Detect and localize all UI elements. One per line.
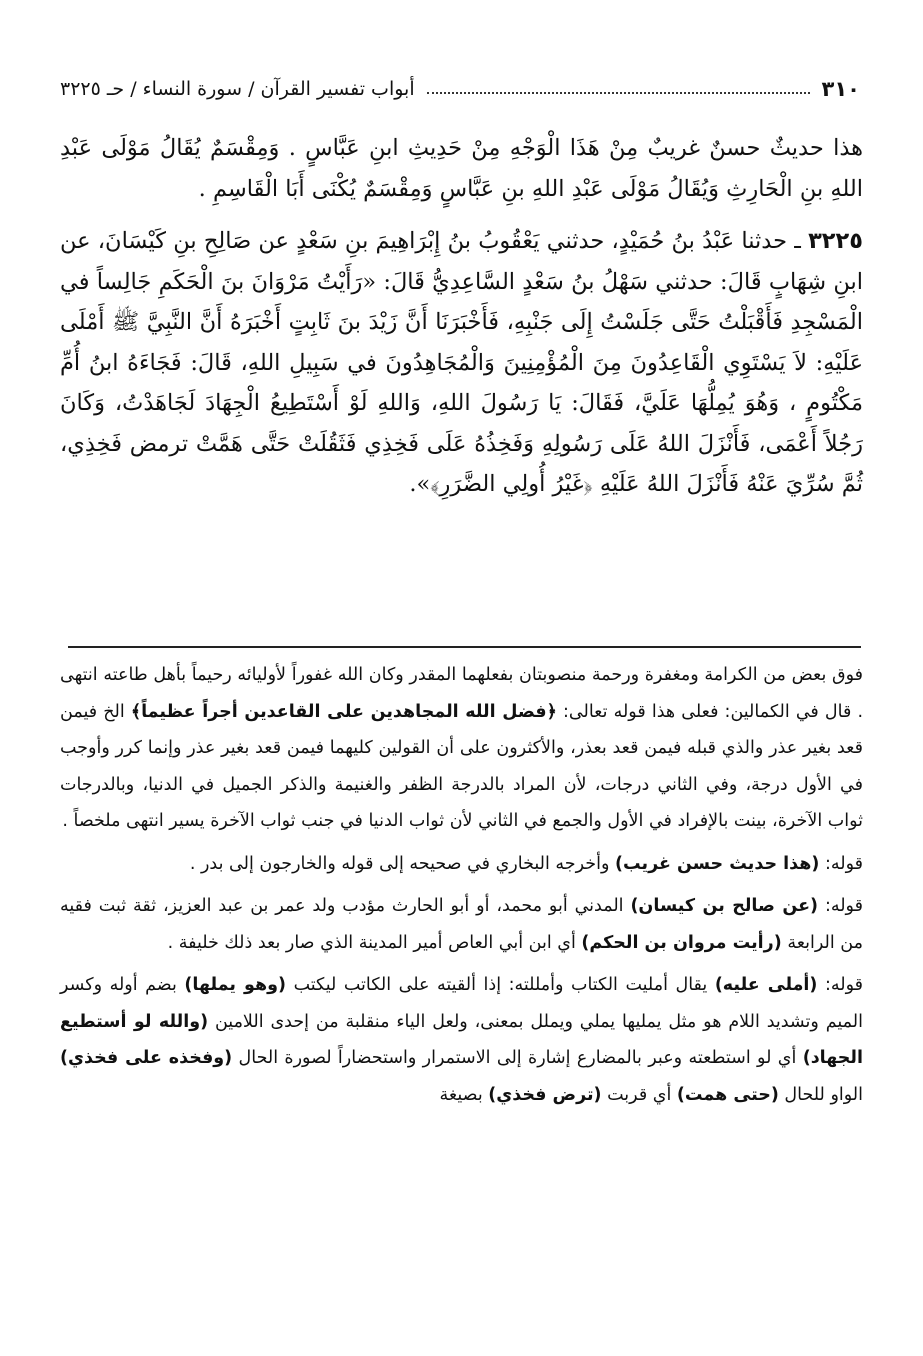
note-quote: (وفخذه على فخذي) [60,1048,233,1068]
note-text: أي لو استطعته وعبر بالمضارع إشارة إلى الاستمرار واستحضاراً لصورة الحال [232,1048,803,1068]
note-text: فوق بعض من الكرامة ومغفرة ورحمة منصوبتان بفعلهما المقدر وكان الله غفوراً لأوليائه رحيماً بأهل طاعته انتهى . قال في الكمالين: فعلى هذا قوله تعالى: [60,665,864,722]
commentary-notes [60,657,863,1119]
note-text: قوله: [819,853,863,874]
note-quote: (رأيت مروان بن الحكم) [581,932,782,953]
note-quote: (ترض فخذي) [488,1084,602,1105]
note-text: وأخرجه البخاري في صحيحه إلى قوله والخارجون إلى بدر . [189,853,615,874]
note-text: يقال أمليت الكتاب وأمللته: إذا ألقيته على الكاتب ليكتب [286,975,715,995]
note-quote: (حتى همت) [676,1084,779,1105]
note-text: بضم أوله وكسر الميم وتشديد اللام هو مثل يمليها يملي ويملل بمعنى، ولعل الياء منقلبة من إحدى اللامين [60,975,863,1032]
note-quote: (والله لو أستطيع الجهاد) [60,1011,863,1068]
main-paragraph-1: هذا حديثٌ حسنٌ غريبٌ مِنْ هَذَا الْوَجْهِ مِنْ حَدِيثِ ابنِ عَبَّاسٍ . وَمِقْسَمٌ يُقَالُ مَوْلَى عَبْدِ اللهِ بنِ الْحَارِثِ وَيُقَالُ مَوْلَى عَبْدِ اللهِ بنِ عَبَّاسٍ وَمِقْسَمٌ يُكْنَى أَبَا الْقَاسِمِ . [60,135,863,202]
hadith-number: ٣٢٢٥ [808,228,863,254]
page-header [60,72,860,106]
note-text: المدني أبو محمد، أو أبو الحارث مؤدب ولد عمر بن عبد العزيز، ثقة ثبت فقيه من الرابعة [60,896,863,953]
note-text: بصيغة [439,1084,489,1105]
main-paragraph-hadith [60,221,863,505]
note-paragraph-3 [60,888,863,961]
note-text: أي ابن أبي العاص أمير المدينة الذي صار بعد ذلك خليفة . [167,932,582,953]
note-text: قوله: [818,896,863,916]
note-quote: ﴿فضل الله المجاهدين على القاعدين أجراً عظيماً﴾ [130,701,557,722]
note-paragraph-4 [60,967,863,1113]
note-quote: (عن صالح بن كيسان) [630,896,819,916]
note-text: قوله: [817,975,863,995]
note-quote: (أملى عليه) [714,975,818,995]
running-title: أبواب تفسير القرآن / سورة النساء / حـ ٣٢٢٥ [60,78,415,100]
page-number: ٣١٠ [821,77,860,101]
note-text: الواو للحال [778,1084,863,1105]
note-text: أي قربت [601,1084,677,1105]
hadith-text: ـ حدثنا عَبْدُ بنُ حُمَيْدٍ، حدثني يَعْقُوبُ بنُ إِبْرَاهِيمَ بنِ سَعْدٍ عن صَالِحِ بنِ كَيْسَانَ، عن ابنِ شِهَابٍ قَالَ: حدثني سَهْلُ بنُ سَعْدٍ السَّاعِدِيُّ قَالَ: «رَأَيْتُ مَرْوَانَ بنَ الْحَكَمِ جَالِساً في الْمَسْجِدِ فَأَقْبَلْتُ حَتَّى جَلَسْتُ إِلَى جَنْبِهِ، فَأَخْبَرَنَا أَنَّ زَيْدَ بنَ ثَابِتٍ أَخْبَرَهُ أَنَّ النَّبِيَّ ﷺ أَمْلَى عَلَيْهِ: لاَ يَسْتَوِي الْقَاعِدُونَ مِنَ الْمُؤْمِنِينَ وَالْمُجَاهِدُونَ في سَبِيلِ اللهِ، قَالَ: فَجَاءَهُ ابنُ أُمِّ مَكْتُومٍ ، وَهُوَ يُمِلُّهَا عَلَيَّ، فَقَالَ: يَا رَسُولَ اللهِ، وَاللهِ لَوْ أَسْتَطِيعُ الْجِهَادَ لَجَاهَدْتُ، وَكَانَ رَجُلاً أَعْمَى، فَأَنْزَلَ اللهُ عَلَى رَسُولِهِ وَفَخِذُهُ عَلَى فَخِذِي فَثَقُلَتْ حَتَّى هَمَّتْ ترمض فَخِذِي، ثُمَّ سُرِّيَ عَنْهُ فَأَنْزَلَ اللهُ عَلَيْهِ ﴿غَيْرُ أُولِي الضَّرَرِ﴾». [60,228,863,497]
header-dotted-leader [427,92,810,94]
note-quote: (هذا حديث حسن غريب) [614,853,820,874]
note-text: الخ فيمن قعد بغير عذر والذي قبله فيمن قعد بعذر، والأكثرون على أن القولين كليهما فيمن قعد بغير عذر وإنما كرر وأوجب في الأول درجة، وفي الثاني درجات، لأن المراد بالدرجة الظفر والغنيمة والذكر الجميل في الدنيا، وبالدرجات ثواب الآخرة، بينت بالإفراد في الأول والجمع في الثاني لأن ثواب الدنيا في جنب ثواب الآخرة يسير انتهى ملخصاً . [60,701,863,831]
note-quote: (وهو يملها) [184,975,287,995]
note-paragraph-2 [60,846,863,883]
footnote-divider [68,646,861,648]
note-paragraph-1 [60,657,863,840]
main-text [60,128,863,505]
